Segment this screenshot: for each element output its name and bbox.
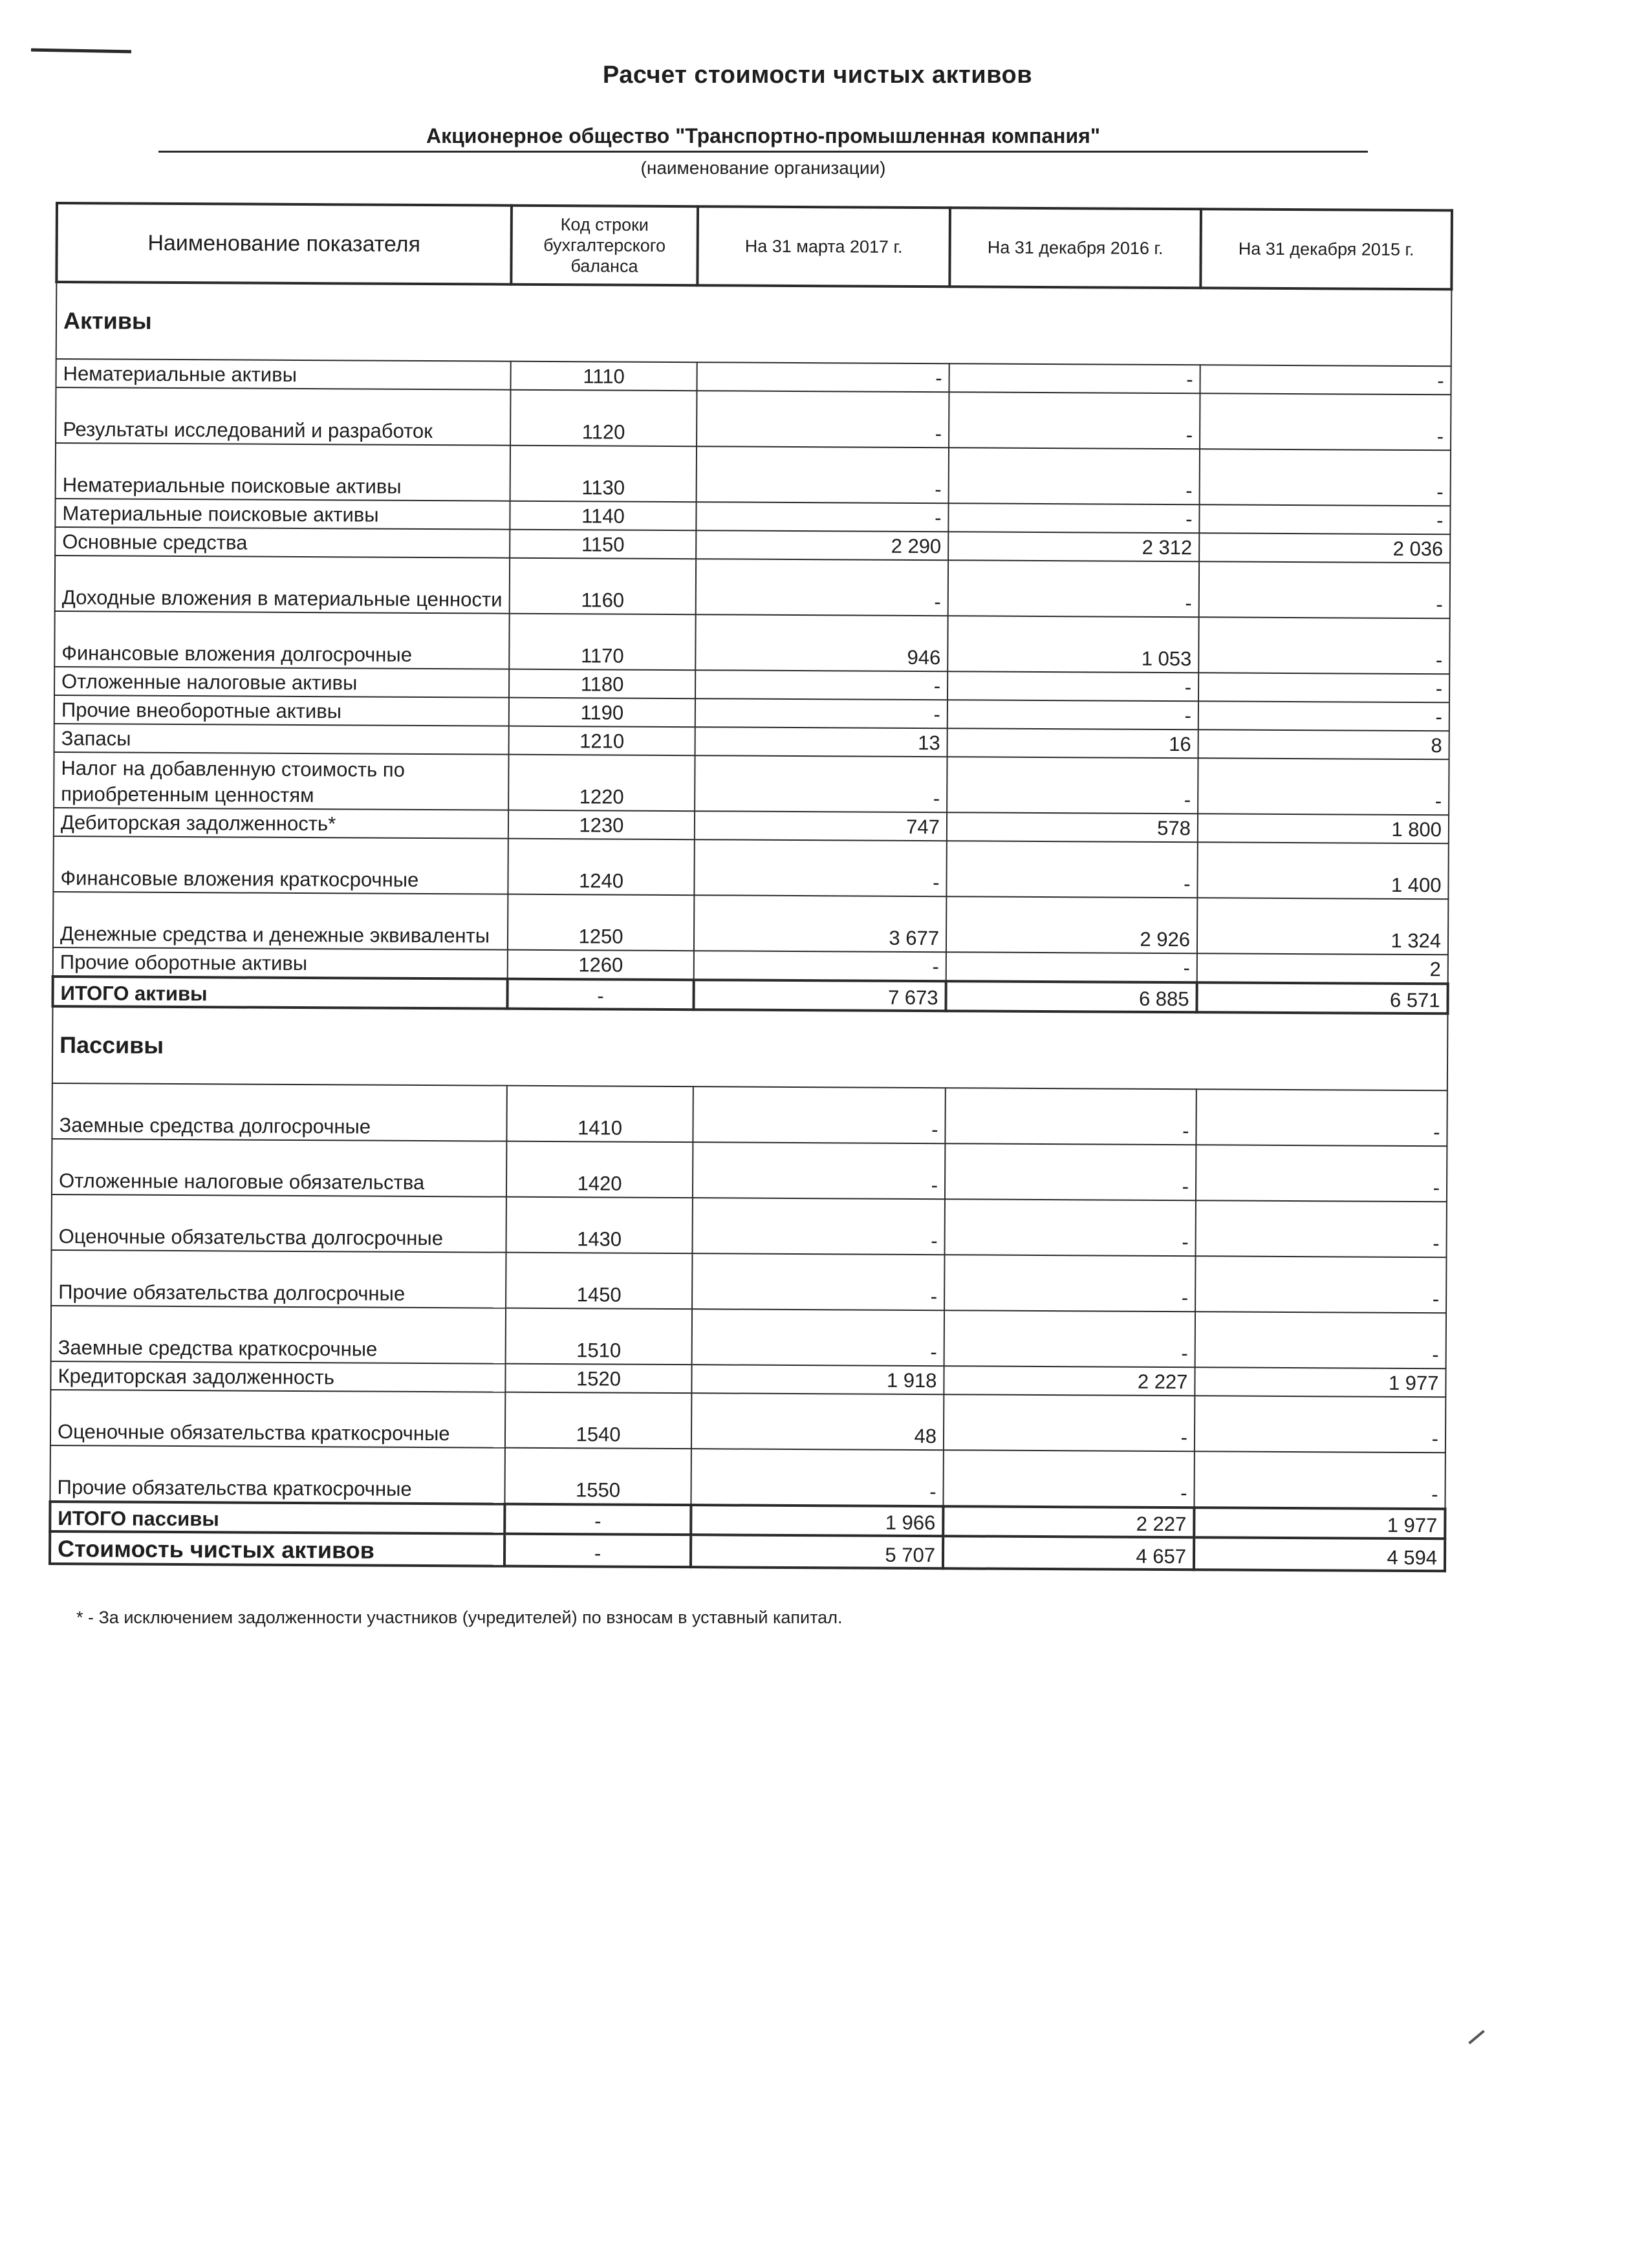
value-date-3: - — [1199, 504, 1450, 534]
value-date-2: 4 657 — [943, 1536, 1194, 1570]
table-row — [52, 1083, 1447, 1146]
section-liabilities-label: Пассивы — [52, 1006, 1448, 1090]
header-date-1: На 31 марта 2017 г. — [697, 206, 950, 286]
value-date-3: - — [1200, 365, 1451, 394]
row-code: 1240 — [508, 839, 694, 896]
table-header-row — [56, 203, 1452, 289]
row-label: Дебиторская задолженность* — [54, 808, 508, 839]
row-code: 1140 — [510, 501, 696, 531]
row-code: 1130 — [510, 446, 697, 502]
row-label: Финансовые вложения краткосрочные — [53, 836, 508, 894]
row-label: Нематериальные поисковые активы — [56, 443, 510, 501]
value-date-1: 3 677 — [694, 895, 946, 952]
value-date-3: 2 — [1197, 953, 1448, 984]
value-date-2: 578 — [947, 812, 1198, 842]
row-code: 1510 — [506, 1308, 692, 1365]
value-date-2: 2 227 — [944, 1366, 1195, 1396]
row-code: 1110 — [510, 362, 697, 391]
value-date-3: 6 571 — [1196, 982, 1447, 1013]
row-label: Оценочные обязательства краткосрочные — [50, 1390, 505, 1448]
row-label: Прочие обязательства долгосрочные — [51, 1250, 506, 1308]
table-row — [50, 1390, 1446, 1453]
value-date-1: - — [697, 362, 949, 392]
row-code: - — [504, 1504, 691, 1535]
row-label: Налог на добавленную стоимость по приобретенным ценностям — [54, 752, 508, 810]
row-code: 1550 — [504, 1448, 691, 1506]
value-date-2: - — [948, 503, 1199, 533]
row-code: 1520 — [505, 1364, 691, 1394]
row-code: 1170 — [509, 614, 695, 671]
value-date-1: - — [692, 1309, 944, 1366]
value-date-3: 1 324 — [1197, 898, 1448, 955]
row-label: Запасы — [54, 724, 509, 755]
value-date-1: - — [693, 1086, 945, 1143]
row-label: Заемные средства краткосрочные — [51, 1306, 506, 1364]
value-date-1: - — [691, 1449, 943, 1506]
net-assets-row — [50, 1531, 1445, 1571]
value-date-1: - — [696, 502, 948, 532]
row-label: Прочие обязательства краткосрочные — [50, 1445, 504, 1504]
value-date-1: - — [693, 1142, 945, 1199]
value-date-3: 1 400 — [1197, 842, 1448, 899]
row-code: 1120 — [510, 390, 697, 447]
value-date-1: - — [694, 951, 946, 981]
value-date-2: - — [948, 560, 1199, 617]
value-date-3: - — [1195, 1396, 1446, 1453]
row-code: 1230 — [508, 810, 695, 840]
value-date-1: 946 — [695, 614, 947, 671]
row-label: Стоимость чистых активов — [50, 1531, 504, 1566]
value-date-1: - — [695, 755, 947, 812]
row-code: 1180 — [509, 669, 695, 699]
value-date-3: - — [1196, 1089, 1447, 1146]
value-date-1: 48 — [691, 1393, 944, 1450]
value-date-3: - — [1195, 1200, 1446, 1257]
value-date-3: 4 594 — [1194, 1537, 1445, 1571]
table-row — [52, 1139, 1447, 1202]
header-code: Код строки бухгалтерского баланса — [511, 206, 698, 286]
header-date-3: На 31 декабря 2015 г. — [1200, 209, 1452, 289]
value-date-2: - — [945, 1143, 1196, 1200]
value-date-2: 1 053 — [947, 616, 1198, 673]
value-date-1: - — [697, 446, 949, 503]
row-label: Материальные поисковые активы — [55, 499, 510, 530]
row-label: Прочие оборотные активы — [53, 947, 508, 979]
value-date-2: - — [949, 448, 1200, 504]
value-date-2: 2 926 — [946, 896, 1197, 953]
section-assets — [56, 282, 1452, 366]
value-date-1: - — [694, 839, 946, 896]
value-date-2: 6 885 — [946, 981, 1196, 1012]
value-date-1: 7 673 — [693, 980, 946, 1011]
value-date-1: 747 — [695, 811, 947, 841]
section-assets-label: Активы — [56, 282, 1452, 366]
value-date-3: - — [1196, 1145, 1447, 1202]
value-date-1: - — [692, 1198, 944, 1255]
value-date-1: 2 290 — [696, 530, 948, 560]
value-date-2: - — [947, 671, 1198, 701]
value-date-1: - — [695, 698, 947, 728]
value-date-3: - — [1198, 701, 1449, 731]
scan-mark-corner — [31, 49, 131, 54]
organization-name: Акционерное общество "Транспортно-промышленная компания" — [158, 124, 1368, 153]
value-date-2: 2 227 — [943, 1506, 1194, 1537]
document-title: Расчет стоимости чистых активов — [602, 61, 1033, 89]
value-date-3: 1 977 — [1194, 1507, 1445, 1539]
row-code: 1210 — [509, 726, 695, 756]
value-date-3: 1 800 — [1198, 814, 1449, 843]
value-date-2: - — [947, 700, 1198, 729]
scan-mark-bottom — [1468, 2030, 1485, 2044]
row-code: 1220 — [508, 755, 695, 812]
table-row — [52, 1194, 1447, 1257]
row-code: 1450 — [506, 1253, 692, 1310]
value-date-1: 1 918 — [691, 1365, 944, 1394]
row-code: 1160 — [510, 558, 696, 615]
value-date-2: - — [946, 841, 1197, 898]
value-date-2: - — [944, 1255, 1195, 1312]
row-code: 1260 — [508, 950, 694, 980]
row-code: 1250 — [508, 894, 694, 951]
table-row — [53, 892, 1448, 955]
row-label: Отложенные налоговые обязательства — [52, 1139, 506, 1197]
row-label: Денежные средства и денежные эквиваленты — [53, 892, 508, 950]
net-assets-table — [49, 202, 1453, 1572]
table-row — [55, 556, 1450, 618]
row-code: 1420 — [506, 1141, 693, 1198]
footnote: * - За исключением задолженности участников (учредителей) по взносам в уставный капитал. — [76, 1608, 843, 1627]
value-date-2: 16 — [947, 728, 1198, 758]
value-date-3: 1 977 — [1195, 1367, 1446, 1397]
value-date-1: - — [697, 391, 949, 448]
value-date-2: 2 312 — [948, 532, 1199, 561]
value-date-3: - — [1198, 617, 1449, 674]
row-label: Результаты исследований и разработок — [56, 387, 510, 446]
value-date-1: - — [695, 670, 947, 700]
row-label: ИТОГО пассивы — [50, 1502, 504, 1534]
row-label: Нематериальные активы — [56, 359, 510, 390]
value-date-3: - — [1199, 561, 1450, 618]
value-date-3: 8 — [1198, 729, 1449, 759]
value-date-1: 13 — [695, 727, 947, 757]
value-date-3: - — [1194, 1451, 1445, 1509]
value-date-2: - — [945, 1088, 1196, 1145]
row-code: 1540 — [505, 1392, 691, 1449]
row-code: 1430 — [506, 1197, 693, 1254]
value-date-3: - — [1198, 673, 1449, 702]
row-code: 1190 — [509, 698, 695, 728]
table-row — [56, 443, 1451, 506]
value-date-1: 1 966 — [691, 1505, 943, 1536]
row-label: Финансовые вложения долгосрочные — [54, 611, 509, 669]
value-date-3: - — [1195, 1312, 1446, 1368]
row-code: 1150 — [510, 530, 696, 559]
value-date-1: - — [692, 1253, 944, 1310]
value-date-2: - — [949, 392, 1200, 449]
table-row — [54, 752, 1449, 815]
row-label: Прочие внеоборотные активы — [54, 695, 509, 726]
table-row — [50, 1445, 1445, 1509]
row-label: Основные средства — [55, 527, 510, 558]
table-body — [50, 282, 1451, 1571]
table-row — [54, 611, 1449, 674]
row-label: Кредиторская задолженность — [50, 1361, 505, 1392]
row-label: Оценочные обязательства долгосрочные — [52, 1194, 506, 1253]
section-liabilities — [52, 1006, 1448, 1090]
row-code: - — [507, 979, 693, 1010]
table-row — [56, 387, 1451, 450]
value-date-2: - — [944, 1394, 1195, 1451]
table-row — [51, 1306, 1446, 1368]
value-date-3: - — [1198, 758, 1449, 815]
value-date-2: - — [949, 363, 1200, 393]
table-row — [51, 1250, 1446, 1313]
value-date-2: - — [944, 1310, 1195, 1367]
table-row — [53, 836, 1448, 899]
value-date-3: - — [1200, 393, 1451, 450]
row-label: ИТОГО активы — [52, 977, 507, 1009]
value-date-2: - — [943, 1450, 1194, 1507]
value-date-3: 2 036 — [1199, 533, 1450, 563]
value-date-2: - — [944, 1199, 1195, 1256]
value-date-2: - — [946, 952, 1197, 982]
row-code: - — [504, 1534, 691, 1568]
value-date-3: - — [1195, 1256, 1446, 1313]
value-date-2: - — [947, 757, 1198, 814]
row-label: Заемные средства долгосрочные — [52, 1083, 506, 1141]
value-date-1: - — [696, 559, 948, 616]
row-code: 1410 — [506, 1086, 693, 1143]
value-date-1: 5 707 — [691, 1535, 943, 1568]
header-date-2: На 31 декабря 2016 г. — [949, 208, 1201, 288]
organization-caption: (наименование организации) — [640, 158, 886, 178]
header-name: Наименование показателя — [56, 203, 512, 285]
value-date-3: - — [1200, 449, 1451, 506]
row-label: Доходные вложения в материальные ценности — [55, 556, 510, 614]
row-label: Отложенные налоговые активы — [54, 667, 509, 698]
